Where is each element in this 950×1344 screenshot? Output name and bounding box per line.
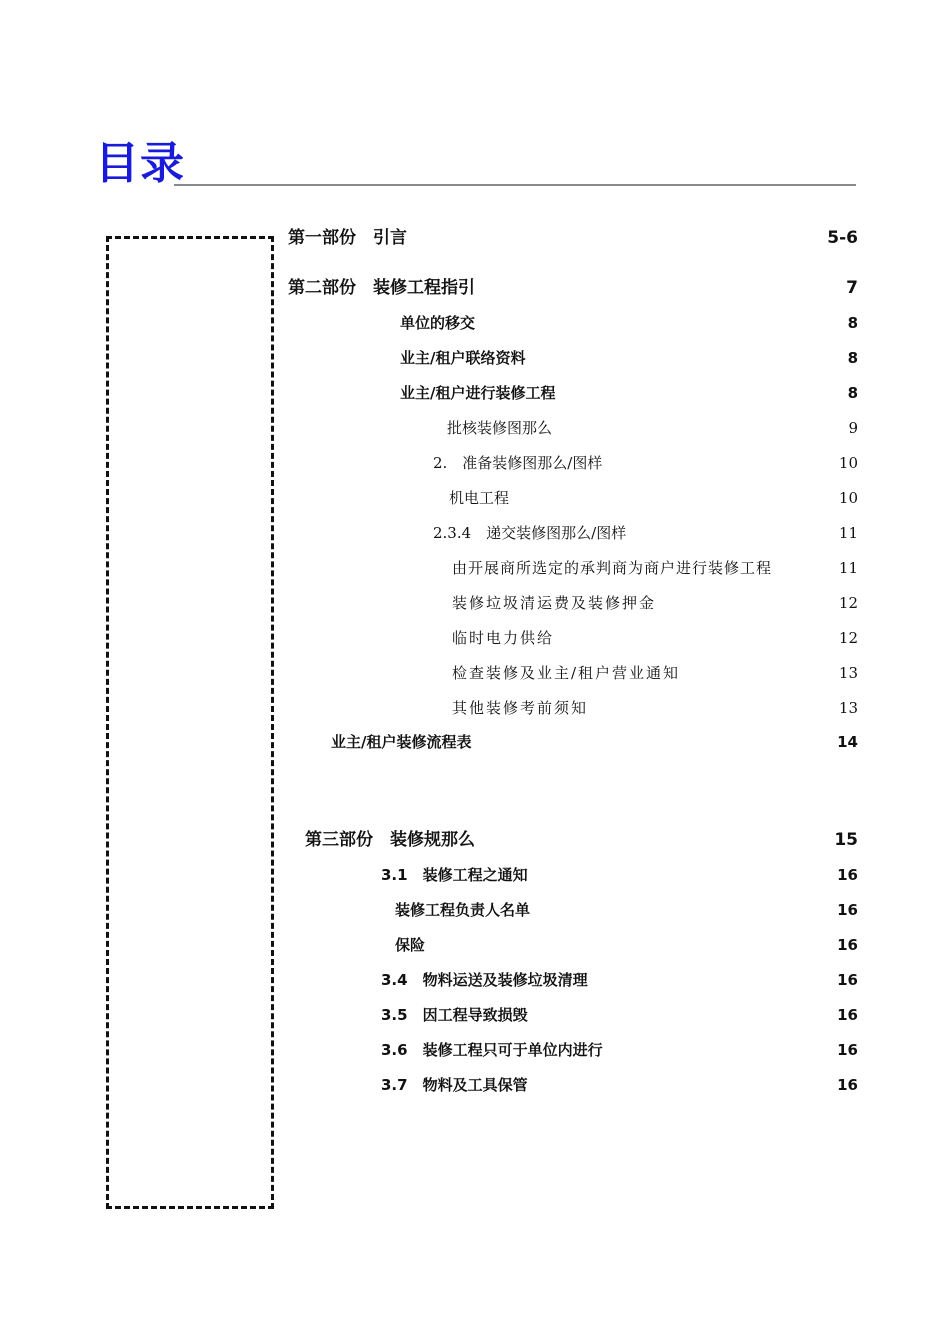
toc-entry[interactable] — [395, 896, 858, 924]
toc-entry[interactable] — [381, 1071, 858, 1099]
toc-entry-page: 11 — [838, 524, 858, 542]
toc-entry[interactable] — [433, 519, 858, 547]
toc-entry-label: 第一部份 引言 — [288, 228, 407, 248]
toc-entry-label: 业主/租户装修流程表 — [331, 733, 472, 751]
toc-entry-page: 13 — [838, 699, 858, 717]
toc-entry-label: 机电工程 — [449, 489, 510, 507]
toc-entry[interactable] — [381, 1036, 858, 1064]
toc-entry-label: 临时电力供给 — [452, 629, 555, 647]
toc-entry-label: 第二部份 装修工程指引 — [288, 278, 475, 298]
toc-entry-label: 3.7 物料及工具保管 — [381, 1076, 528, 1094]
toc-entry[interactable] — [447, 414, 858, 442]
toc-entry[interactable] — [288, 224, 858, 252]
toc-entry-label: 由开展商所选定的承判商为商户进行装修工程 — [452, 559, 773, 577]
toc-entry[interactable] — [452, 659, 858, 687]
toc-entry-page: 13 — [838, 664, 858, 682]
toc-entry-label: 装修垃圾清运费及装修押金 — [452, 594, 657, 612]
toc-entry[interactable] — [381, 861, 858, 889]
toc-entry-label: 批核装修图那么 — [447, 419, 553, 437]
toc-entry-label: 3.4 物料运送及装修垃圾清理 — [381, 971, 588, 989]
toc-entry-page: 12 — [838, 594, 858, 612]
toc-entry-page: 9 — [848, 419, 858, 437]
toc-entry-page: 7 — [846, 278, 858, 298]
toc-entry-page: 16 — [837, 1041, 858, 1059]
toc-entry[interactable] — [331, 728, 858, 756]
toc-entry[interactable] — [449, 484, 858, 512]
toc-entry-page: 8 — [847, 384, 858, 402]
toc-entry-page: 16 — [837, 936, 858, 954]
title-underline — [174, 184, 856, 186]
toc-entry-page: 10 — [838, 454, 858, 472]
toc-entry-page: 16 — [837, 1006, 858, 1024]
toc-entry-label: 检查装修及业主/租户营业通知 — [452, 664, 681, 682]
toc-entry-page: 16 — [837, 1076, 858, 1094]
toc-entry[interactable] — [400, 309, 858, 337]
toc-entry-page: 14 — [837, 733, 858, 751]
toc-entry-page: 8 — [847, 349, 858, 367]
toc-entry-page: 11 — [838, 559, 858, 577]
toc-entry[interactable] — [452, 554, 858, 582]
toc-entry[interactable] — [452, 589, 858, 617]
toc-entry-label: 单位的移交 — [400, 314, 476, 332]
toc-entry-label: 3.5 因工程导致损毁 — [381, 1006, 528, 1024]
toc-entry[interactable] — [452, 624, 858, 652]
toc-entry-label: 业主/租户联络资料 — [400, 349, 526, 367]
toc-entry-page: 5-6 — [827, 228, 858, 248]
toc-entry-label: 第三部份 装修规那么 — [305, 830, 475, 850]
toc-entry-label: 装修工程负责人名单 — [395, 901, 531, 919]
toc-entry-page: 12 — [838, 629, 858, 647]
toc-entry[interactable] — [381, 966, 858, 994]
toc-entry[interactable] — [288, 274, 858, 302]
toc-entry[interactable] — [305, 826, 858, 854]
toc-entry-label: 3.1 装修工程之通知 — [381, 866, 528, 884]
toc-entry-page: 8 — [847, 314, 858, 332]
toc-entry-label: 3.6 装修工程只可于单位内进行 — [381, 1041, 603, 1059]
toc-entry-label: 保险 — [395, 936, 426, 954]
toc-entry[interactable] — [400, 379, 858, 407]
toc-entry[interactable] — [395, 931, 858, 959]
toc-entry-label: 业主/租户进行装修工程 — [400, 384, 556, 402]
page-title: 目录 — [95, 138, 185, 189]
dashed-sidebar-box — [106, 236, 274, 1209]
toc-entry-page: 16 — [837, 971, 858, 989]
toc-entry[interactable] — [400, 344, 858, 372]
toc-entry-page: 15 — [834, 830, 858, 850]
toc-entry-label: 2.3.4 递交装修图那么/图样 — [433, 524, 627, 542]
toc-entry-page: 10 — [838, 489, 858, 507]
toc-entry-page: 16 — [837, 901, 858, 919]
toc-entry-page: 16 — [837, 866, 858, 884]
toc-entry[interactable] — [433, 449, 858, 477]
toc-entry[interactable] — [452, 694, 858, 722]
toc-entry[interactable] — [381, 1001, 858, 1029]
toc-entry-label: 2. 准备装修图那么/图样 — [433, 454, 603, 472]
toc-entry-label: 其他装修考前须知 — [452, 699, 589, 717]
